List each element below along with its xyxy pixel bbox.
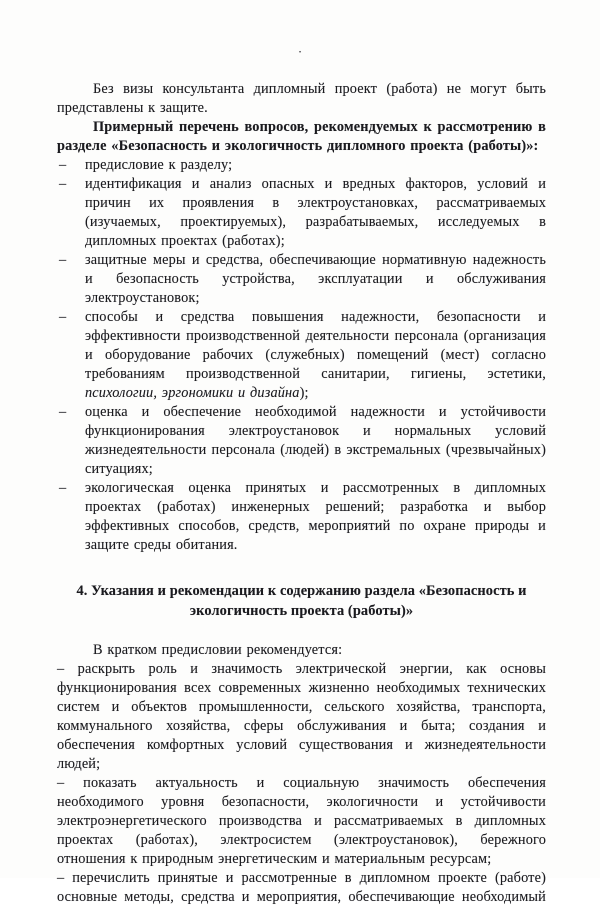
body-paragraph: – перечислить принятые и рассмотренные в дипломном проекте (работе) основные методы, средства и мероприятия, обеспечивающие необходимый <box>57 870 546 905</box>
list-item-text: экологическая оценка принятых и рассмотренных в дипломных проектах (работах) инженерных решений; разработка и выбор эффективных способов, средств, мероприятий по охране природы и защите среды обитания. <box>85 480 546 553</box>
dash-marker: – <box>59 252 67 268</box>
body-paragraph: – раскрыть роль и значимость электрической энергии, как основы функционирования всех современных жизненно необходимых технических систем и объектов промышленности, сельского хозяйства, транспорта, коммунального хозяйства, сферы обслуживания и быта; создания и обеспечения комфортных условий существования и жизнедеятельности людей; <box>57 661 546 772</box>
page-mark: · <box>297 44 303 59</box>
dash-marker: – <box>59 404 67 420</box>
list-item <box>57 479 546 555</box>
list-item-text: идентификация и анализ опасных и вредных факторов, условий и причин их проявления в электроустановках, рассматриваемых (изучаемых, проектируемых), разрабатываемых, исследуемых в дипломных проектах (работах); <box>85 176 546 249</box>
list-item-text-part: способы и средства повышения надежности, безопасности и эффективности производственной деятельности персонала (организация и оборудование рабочих (служебных) помещений (мест) согласно требованиям производственной санитарии, гигиены, эстетики, <box>85 309 546 382</box>
list-item-text: оценка и обеспечение необходимой надежности и устойчивости функционирования электроустановок и нормальных условий жизнедеятельности персонала (людей) в экстремальных (чрезвычайных) ситуациях; <box>85 404 546 477</box>
list-item <box>57 251 546 308</box>
list-item-text-part: ); <box>299 385 309 401</box>
list-item <box>57 308 546 403</box>
section-heading: 4. Указания и рекомендации к содержанию раздела «Безопасность и экологичность проекта (работы)» <box>76 583 527 619</box>
intro-paragraph: Без визы консультанта дипломный проект (работа) не могут быть представлены к защите. <box>57 81 546 116</box>
body-paragraph: – показать актуальность и социальную значимость обеспечения необходимого уровня безопасности, экологичности и устойчивости электроэнергетического производства и рассматриваемых в дипломных проектах (работах), электросистем (электроустановок), бережного отношения к природным энергетическим и материальным ресурсам; <box>57 775 546 867</box>
list-item-text: защитные меры и средства, обеспечивающие нормативную надежность и безопасность устройства, эксплуатации и обслуживания электроустановок; <box>85 252 546 306</box>
list-item-text: предисловие к разделу; <box>85 157 233 173</box>
dash-marker: – <box>59 480 67 496</box>
questions-list <box>57 156 546 555</box>
dash-marker: – <box>59 176 67 192</box>
list-item-text <box>85 309 546 401</box>
list-item <box>57 156 546 175</box>
preface-lead-paragraph: В кратком предисловии рекомендуется: <box>93 642 343 658</box>
list-lead-paragraph: Примерный перечень вопросов, рекомендуемых к рассмотрению в разделе «Безопасность и экологичность дипломного проекта (работы)»: <box>57 119 546 154</box>
dash-marker: – <box>59 157 67 173</box>
list-item <box>57 403 546 479</box>
list-item-text-italic: психологии, эргономики и дизайна <box>85 385 300 401</box>
dash-marker: – <box>59 309 67 325</box>
list-item <box>57 175 546 251</box>
